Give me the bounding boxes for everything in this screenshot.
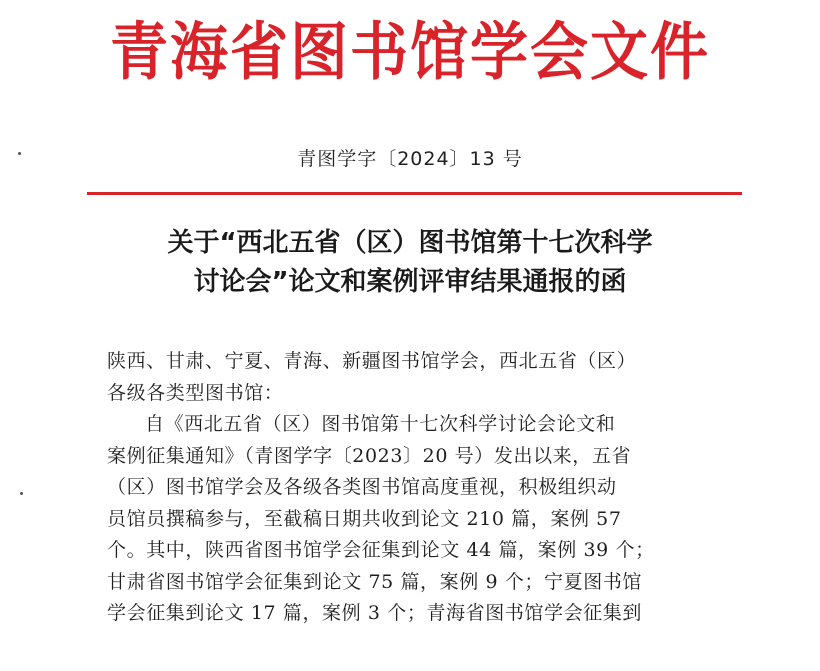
body-line: （区）图书馆学会及各级各类图书馆高度重视，积极组织动 bbox=[107, 476, 617, 498]
document-masthead: 青海省图书馆学会文件 bbox=[109, 15, 710, 89]
body-line: 个。其中，陕西省图书馆学会征集到论文 44 篇，案例 39 个； bbox=[107, 539, 655, 561]
red-divider-line bbox=[87, 192, 742, 195]
document-title bbox=[0, 224, 820, 302]
body-line: 陕西、甘肃、宁夏、青海、新疆图书馆学会，西北五省（区） bbox=[107, 350, 637, 372]
document-number: 青图学字〔2024〕13 号 bbox=[297, 148, 523, 170]
body-line: 员馆员撰稿参与，至截稿日期共收到论文 210 篇，案例 57 bbox=[107, 507, 622, 530]
body-line: 案例征集通知》（青图学字〔2023〕20 号）发出以来，五省 bbox=[107, 444, 632, 467]
document-body bbox=[107, 346, 747, 630]
body-line: 自《西北五省（区）图书馆第十七次科学讨论会论文和 bbox=[145, 413, 616, 435]
body-line: 各级各类型图书馆： bbox=[107, 381, 284, 404]
body-line: 学会征集到论文 17 篇，案例 3 个；青海省图书馆学会征集到 bbox=[107, 602, 643, 624]
body-line: 甘肃省图书馆学会征集到论文 75 篇，案例 9 个；宁夏图书馆 bbox=[107, 570, 643, 593]
title-line-1: 关于“西北五省（区）图书馆第十七次科学 bbox=[167, 228, 653, 258]
scan-speck bbox=[18, 152, 21, 155]
title-line-2: 讨论会”论文和案例评审结果通报的函 bbox=[193, 267, 627, 297]
scan-speck bbox=[20, 492, 23, 495]
